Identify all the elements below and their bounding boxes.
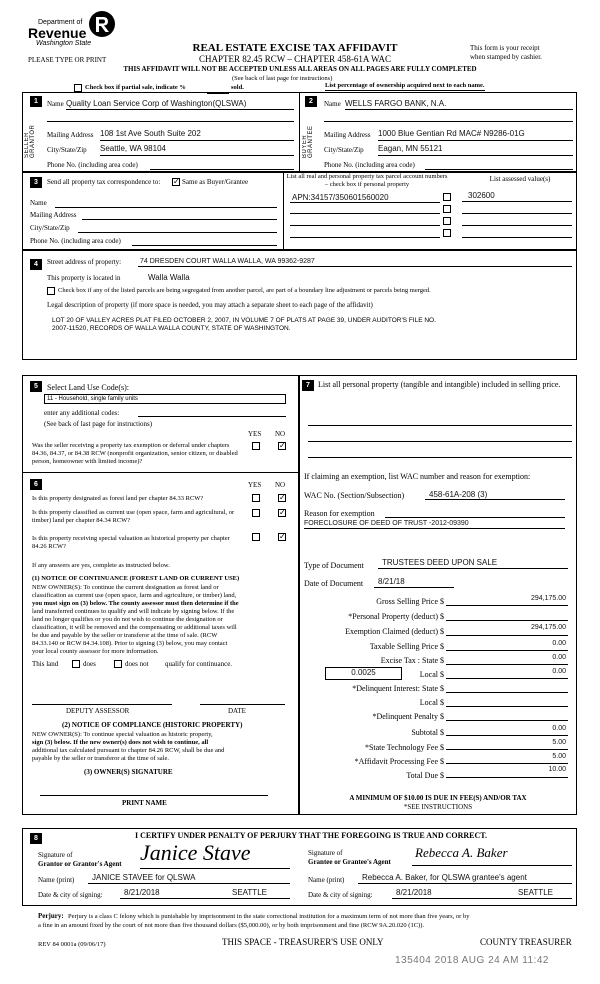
additional-codes-label: enter any additional codes: <box>44 409 120 417</box>
deputy-date-label: DATE <box>228 707 246 715</box>
section-7-number: 7 <box>302 380 314 391</box>
grantee-name-print[interactable]: Rebecca A. Baker, for QLSWA grantee's agent <box>362 873 527 882</box>
assessed-header: List assessed value(s) <box>489 175 551 183</box>
notice1-f: classification, it will be removed and the compensating or additional taxes will <box>32 624 237 631</box>
historic-no-checkbox[interactable]: ✓ <box>279 532 286 541</box>
certify-statement: I CERTIFY UNDER PENALTY OF PERJURY THAT THE FOREGOING IS TRUE AND CORRECT. <box>135 831 488 840</box>
s5-yes: YES <box>248 430 262 438</box>
county-treasurer-label: COUNTY TREASURER <box>480 937 572 947</box>
current-use-no-checkbox[interactable]: ✓ <box>279 508 286 517</box>
grantor-sig-label-2: Grantor or Grantor's Agent <box>38 860 122 868</box>
does-not-label: does not <box>125 660 149 668</box>
located-label: This property is located in <box>47 274 121 282</box>
notice2-d: payable by the seller or transferor at the time of sale. <box>32 755 169 762</box>
grantee-sig-label-2: Grantee or Grantee's Agent <box>308 858 391 866</box>
select-land-use-label: Select Land Use Code(s): <box>47 383 129 392</box>
notice1-c: you must sign on (3) below. The county assessor must then determine if the <box>32 600 239 607</box>
s3-phone-label: Phone No. (including area code) <box>30 237 121 245</box>
tax-row-label: *Delinquent Penalty $ <box>372 712 444 721</box>
section-5-number: 5 <box>30 381 42 392</box>
buyer-city-label: City/State/Zip <box>324 146 364 154</box>
parcel-personal-checkbox-4[interactable] <box>443 229 451 237</box>
grantor-date[interactable]: 8/21/2018 <box>124 888 160 897</box>
grantee-signature[interactable]: Rebecca A. Baker <box>415 845 508 860</box>
tax-row-value[interactable]: 5.00 <box>552 739 566 746</box>
tax-row-label: Exemption Claimed (deduct) $ <box>345 627 444 636</box>
land-use-code[interactable]: 11 - Household, single family units <box>47 396 138 402</box>
doc-date-label: Date of Document <box>304 579 364 588</box>
local-rate[interactable]: 0.0025 <box>351 668 376 677</box>
s3-name-label: Name <box>30 199 47 207</box>
tax-row-label: *Affidavit Processing Fee $ <box>354 757 444 766</box>
perjury-text-2: a fine in an amount fixed by the court of not more than five thousand dollars ($5,000.00), or by both imprisonment and fine (RCW 9A.20.020 (1C)). <box>38 922 425 929</box>
tax-row-label: Total Due $ <box>406 771 444 780</box>
section-4-number: 4 <box>30 259 42 270</box>
tax-row-label: Gross Selling Price $ <box>376 597 444 606</box>
buyer-side-label: BUYER GRANTEE <box>302 125 314 158</box>
revision-code: REV 84 0001a (09/06/17) <box>38 941 106 948</box>
s6-yes: YES <box>248 481 262 489</box>
tax-row-value[interactable]: 294,175.00 <box>530 595 566 602</box>
current-use-question: Is this property classified as current use (open space, farm and agricultural, or timber) land per chapter 84.34 RCW? <box>32 509 235 524</box>
send-correspondence-label: Send all property tax correspondence to: <box>47 178 161 186</box>
dept-line2: Revenue <box>28 25 87 41</box>
parcel-personal-checkbox-2[interactable] <box>443 205 451 213</box>
legal-line-1[interactable]: LOT 20 OF VALLEY ACRES PLAT FILED OCTOBER 2, 2007, IN VOLUME 7 OF PLATS AT PAGE 39, UNDER AUDITOR'S FILE NO. <box>52 317 436 324</box>
historic-yes-checkbox[interactable] <box>252 533 260 541</box>
notice1-h: 84.33.140 or RCW 84.34.108). Prior to signing (3) below, you may contact <box>32 640 228 647</box>
doc-type-label: Type of Document <box>304 561 364 570</box>
qualify-label: qualify for continuance. <box>165 660 233 668</box>
forest-yes-checkbox[interactable] <box>252 494 260 502</box>
assessed-value[interactable]: 302600 <box>468 191 495 200</box>
seller-name[interactable]: Quality Loan Service Corp of Washington(QLSWA) <box>66 99 247 108</box>
grantor-date-city-label: Date & city of signing: <box>38 891 103 899</box>
located-county[interactable]: Walla Walla <box>148 273 190 282</box>
grantor-sig-label-1: Signature of <box>38 851 73 859</box>
forest-no-checkbox[interactable]: ✓ <box>279 493 286 502</box>
claim-exemption-label: If claiming an exemption, list WAC number and reason for exemption: <box>304 472 531 481</box>
tax-row-value[interactable]: 0.00 <box>552 640 566 647</box>
grantor-name-print-label: Name (print) <box>38 876 75 884</box>
segregated-checkbox[interactable] <box>47 287 55 295</box>
grantor-name-print[interactable]: JANICE STAVEE for QLSWA <box>92 873 196 882</box>
tax-row-label: Excise Tax : State $ <box>380 656 444 665</box>
notice1-e: land no longer qualifies or you do not wish to continue the designation or <box>32 616 223 623</box>
seller-name-label: Name <box>47 100 64 108</box>
s5-no: NO <box>275 430 286 438</box>
notice1-d: land transferred continues to qualify and will indicate by signing below. If the <box>32 608 235 615</box>
parcel-personal-checkbox-3[interactable] <box>443 217 451 225</box>
warning-line: THIS AFFIDAVIT WILL NOT BE ACCEPTED UNLESS ALL AREAS ON ALL PAGES ARE FULLY COMPLETED <box>123 65 477 73</box>
perjury-label: Perjury: <box>38 912 64 920</box>
chapter-line: CHAPTER 82.45 RCW – CHAPTER 458-61A WAC <box>199 54 391 64</box>
legal-line-2[interactable]: 2007-11520, RECORDS OF WALLA WALLA COUNTY, STATE OF WASHINGTON. <box>52 325 291 332</box>
doc-type[interactable]: TRUSTEES DEED UPON SALE <box>382 558 498 567</box>
tax-row-label: *Delinquent Interest: State $ <box>352 684 444 693</box>
dept-line3: Washington State <box>36 40 92 47</box>
tax-row-label: *Personal Property (deduct) $ <box>348 612 444 621</box>
seller-mailing[interactable]: 108 1st Ave South Suite 202 <box>100 129 201 138</box>
notice2-title: (2) NOTICE OF COMPLIANCE (HISTORIC PROPERTY) <box>62 721 243 729</box>
section-1-number: 1 <box>30 96 42 107</box>
deputy-assessor-label: DEPUTY ASSESSOR <box>66 707 130 715</box>
s3-city-label: City/State/Zip <box>30 224 70 232</box>
buyer-city[interactable]: Eagan, MN 55121 <box>378 144 443 153</box>
print-name-label: PRINT NAME <box>122 799 167 807</box>
wac-number[interactable]: 458-61A-208 (3) <box>429 490 488 499</box>
tax-row-value[interactable]: 294,175.00 <box>530 624 566 631</box>
this-land-label: This land <box>32 660 59 668</box>
same-as-buyer-checkbox[interactable]: ✓ <box>173 177 180 186</box>
notice1-title: (1) NOTICE OF CONTINUANCE (FOREST LAND OR CURRENT USE) <box>32 575 240 582</box>
tax-row-value[interactable]: 5.00 <box>552 753 566 760</box>
street-label: Street address of property: <box>47 258 122 266</box>
page-title: REAL ESTATE EXCISE TAX AFFIDAVIT <box>192 42 398 54</box>
partial-sale-label: Check box if partial sale, indicate % <box>85 84 186 91</box>
minimum-due-note: A MINIMUM OF $10.00 IS DUE IN FEE(S) AND/OR TAX <box>349 794 527 802</box>
tax-row-label: Taxable Selling Price $ <box>369 642 444 651</box>
current-use-yes-checkbox[interactable] <box>252 509 260 517</box>
revenue-r-icon <box>88 10 116 38</box>
ownership-pct-label: List percentage of ownership acquired next to each name. <box>325 82 485 89</box>
does-label: does <box>83 660 96 668</box>
historic-question: Is this property receiving special valuation as historical property per chapter 84.26 RCW? <box>32 535 230 550</box>
same-as-buyer-label: Same as Buyer/Grantee <box>182 178 249 186</box>
notice2-c: additional tax calculated pursuant to chapter 84.26 RCW, shall be due and <box>32 747 225 754</box>
type-or-print: PLEASE TYPE OR PRINT <box>28 56 107 64</box>
land-does-checkbox[interactable] <box>72 660 80 668</box>
tax-row-value[interactable]: 0.00 <box>552 654 566 661</box>
street-address[interactable]: 74 DRESDEN COURT WALLA WALLA, WA 99362-9287 <box>140 258 315 265</box>
if-yes-note: If any answers are yes, complete as instructed below. <box>32 562 170 569</box>
legal-label: Legal description of property (if more space is needed, you may attach a separate sheet to each page of the affidavit) <box>47 301 373 309</box>
notice2-b: sign (3) below. If the new owner(s) does not wish to continue, all <box>32 739 209 746</box>
notice1-a: NEW OWNER(S): To continue the current designation as forest land or <box>32 584 219 591</box>
buyer-name[interactable]: WELLS FARGO BANK, N.A. <box>345 99 447 108</box>
grantor-city[interactable]: SEATTLE <box>232 888 267 897</box>
parcel-personal-checkbox-1[interactable] <box>443 193 451 201</box>
see-back-s5: (See back of last page for instructions) <box>44 420 153 428</box>
reason-label: Reason for exemption <box>304 509 375 518</box>
tax-row-value[interactable]: 10.00 <box>548 766 566 773</box>
section-6-number: 6 <box>30 479 42 490</box>
s6-no: NO <box>275 481 286 489</box>
treasurer-use-label: THIS SPACE - TREASURER'S USE ONLY <box>222 937 384 947</box>
partial-sale-checkbox[interactable] <box>74 84 82 92</box>
notice1-i: your local county assessor for more information. <box>32 648 159 655</box>
land-does-not-checkbox[interactable] <box>114 660 122 668</box>
tax-row-label: *State Technology Fee $ <box>364 743 444 752</box>
s3-mailing-label: Mailing Address <box>30 211 77 219</box>
see-instructions-note: *SEE INSTRUCTIONS <box>403 803 473 811</box>
tax-row-label: Local $ <box>419 698 444 707</box>
dept-line1: Department of <box>38 19 83 26</box>
seller-side-label: SELLER GRANTOR <box>24 124 36 158</box>
section-2-number: 2 <box>305 96 317 107</box>
seller-city[interactable]: Seattle, WA 98104 <box>100 144 166 153</box>
section-3-number: 3 <box>30 177 42 188</box>
grantee-sig-label-1: Signature of <box>308 849 343 857</box>
seller-mailing-label: Mailing Address <box>47 131 94 139</box>
perjury-text-1: Perjury is a class C felony which is punishable by imprisonment in the state correctional institution for a maximum term of not more than five years, or by <box>68 913 470 920</box>
tax-row-value[interactable]: 0.00 <box>552 725 566 732</box>
receipt-note-2: when stamped by cashier. <box>470 53 542 61</box>
tax-row-label: Subtotal $ <box>411 728 444 737</box>
tax-row-value[interactable]: 0.00 <box>552 668 566 675</box>
exemption-no-checkbox[interactable]: ✓ <box>279 441 286 450</box>
recording-stamp: 135404 2018 AUG 24 AM 11:42 <box>395 955 549 966</box>
grantee-date-city-label: Date & city of signing: <box>308 891 373 899</box>
segregated-label: Check box if any of the listed parcels are being segregated from another parcel, are part of a boundary line adjustment or parcels being merged. <box>58 287 431 294</box>
see-back-header: (See back of last page for instructions) <box>232 75 333 82</box>
grantor-signature[interactable]: Janice Stave <box>140 840 251 865</box>
parcel-header: List all real and personal property tax parcel account numbers – check box if personal property <box>286 173 448 188</box>
notice1-b: classification as current use (open space, farm and agriculture, or timber) land, <box>32 592 237 599</box>
notice2-a: NEW OWNER(S): To continue special valuation as historic property, <box>32 731 213 738</box>
personal-property-label: List all personal property (tangible and intangible) included in selling price. <box>318 380 561 389</box>
grantee-city[interactable]: SEATTLE <box>518 888 553 897</box>
exemption-reason[interactable]: FORECLOSURE OF DEED OF TRUST -2012-09390 <box>304 520 469 527</box>
tax-row-label: Local $ <box>419 670 444 679</box>
sold-label: sold. <box>231 84 244 91</box>
buyer-name-label: Name <box>324 100 341 108</box>
seller-phone-label: Phone No. (including area code) <box>47 161 138 169</box>
buyer-mailing[interactable]: 1000 Blue Gentian Rd MAC# N9286-01G <box>378 129 525 138</box>
seller-city-label: City/State/Zip <box>47 146 87 154</box>
grantee-date[interactable]: 8/21/2018 <box>396 888 432 897</box>
parcel-number[interactable]: APN:34157/350601560020 <box>292 193 389 202</box>
buyer-phone-label: Phone No. (including area code) <box>324 161 415 169</box>
forest-question: Is this property designated as forest land per chapter 84.33 RCW? <box>32 495 204 502</box>
wac-label: WAC No. (Section/Subsection) <box>304 491 405 500</box>
section-8-number: 8 <box>30 833 42 844</box>
notice1-g: be due and payable by the seller or transferor at the time of sale. (RCW <box>32 632 218 639</box>
doc-date[interactable]: 8/21/18 <box>378 577 405 586</box>
exemption-question: Was the seller receiving a property tax exemption or deferral under chapters 84.36, 84.37, or 84.38 RCW (nonprofit organization, senior citizen, or disabled person, homeowner with limited income)? <box>32 442 238 465</box>
exemption-yes-checkbox[interactable] <box>252 442 260 450</box>
receipt-note-1: This form is your receipt <box>470 44 540 52</box>
owner-signature-label: (3) OWNER(S) SIGNATURE <box>84 768 173 776</box>
revenue-logo <box>28 10 118 50</box>
buyer-mailing-label: Mailing Address <box>324 131 371 139</box>
grantee-name-print-label: Name (print) <box>308 876 345 884</box>
